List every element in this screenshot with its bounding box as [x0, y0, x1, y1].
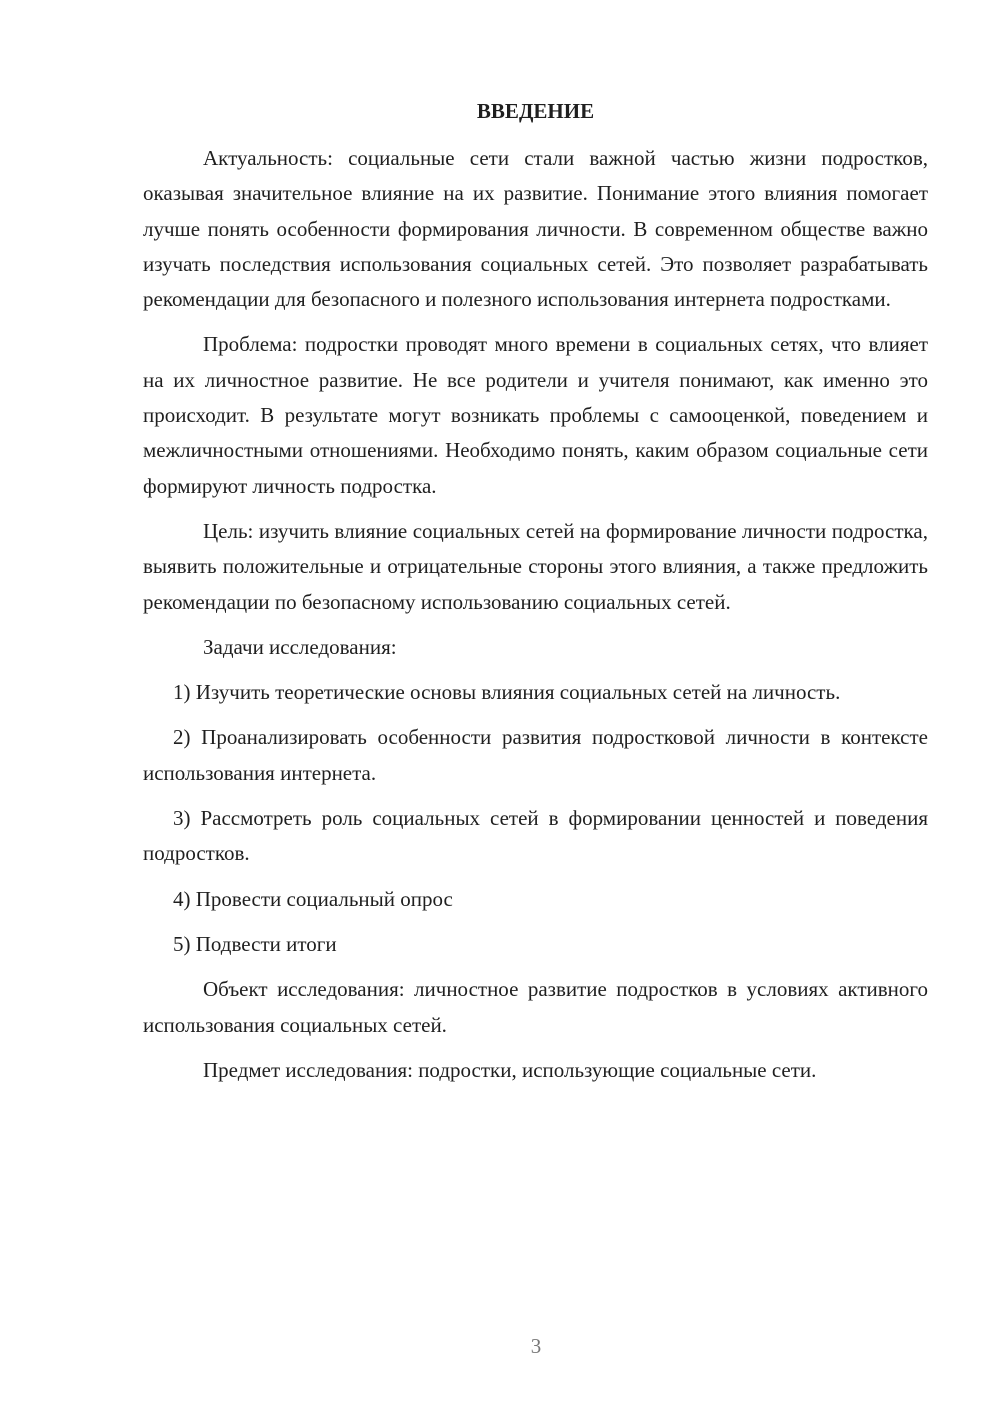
tasks-list [143, 675, 928, 962]
relevance-paragraph: Актуальность: социальные сети стали важной частью жизни подростков, оказывая значительное влияние на их развитие. Понимание этого влияния помогает лучше понять особенности формирования личности. В современном обществе важно изучать последствия использования социальных сетей. Это позволяет разрабатывать рекомендации для безопасного и полезного использования интернета подростками. [143, 146, 928, 312]
page-number: 3 [530, 1334, 542, 1358]
goal-paragraph: Цель: изучить влияние социальных сетей на формирование личности подростка, выявить положительные и отрицательные стороны этого влияния, а также предложить рекомендации по безопасному использованию социальных сетей. [143, 518, 928, 614]
subject-paragraph: Предмет исследования: подростки, использующие социальные сети. [203, 1057, 817, 1082]
page-content [143, 96, 928, 1098]
list-item: 4) Провести социальный опрос [173, 886, 453, 911]
object-paragraph: Объект исследования: личностное развитие подростков в условиях активного использования социальных сетей. [143, 977, 928, 1037]
tasks-heading: Задачи исследования: [203, 634, 397, 659]
list-item: 2) Проанализировать особенности развития подростковой личности в контексте использования интернета. [143, 725, 928, 785]
list-item: 5) Подвести итоги [173, 931, 337, 956]
problem-paragraph: Проблема: подростки проводят много времени в социальных сетях, что влияет на их личностное развитие. Не все родители и учителя понимают, как именно это происходит. В результате могут возникать проблемы с самооценкой, поведением и межличностными отношениями. Необходимо понять, каким образом социальные сети формируют личность подростка. [143, 332, 928, 498]
list-item: 3) Рассмотреть роль социальных сетей в формировании ценностей и поведения подростков. [143, 806, 928, 866]
page-title: ВВЕДЕНИЕ [476, 99, 595, 123]
list-item: 1) Изучить теоретические основы влияния социальных сетей на личность. [173, 680, 841, 705]
